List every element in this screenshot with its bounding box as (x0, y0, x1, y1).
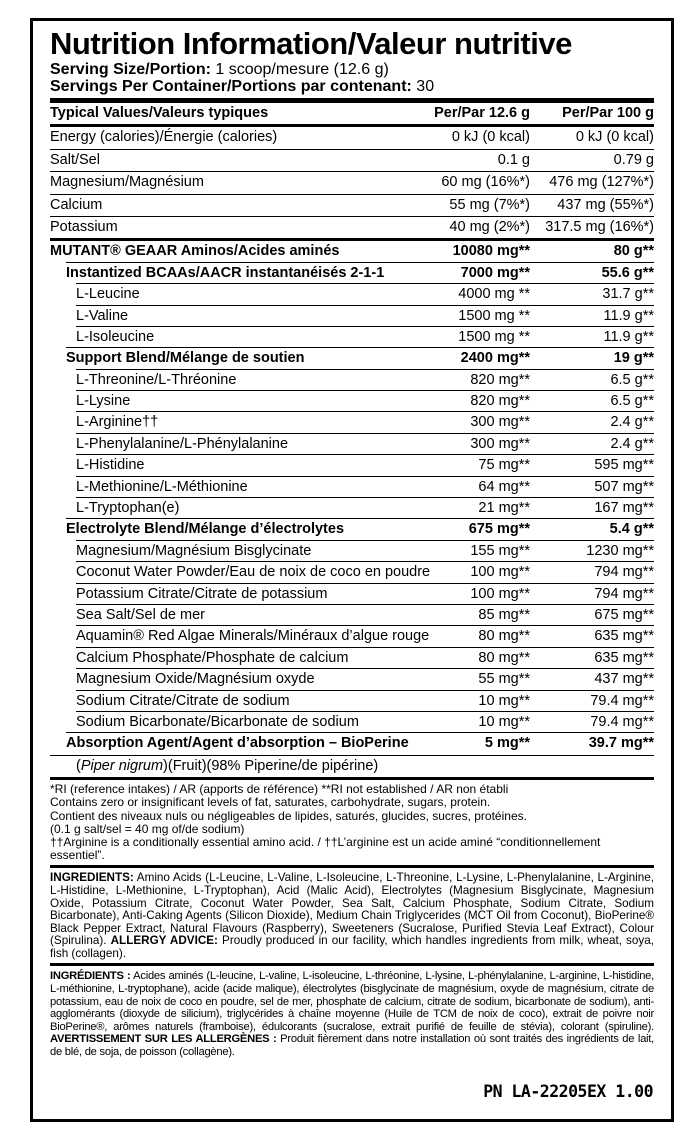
nutrient-name: Potassium Citrate/Citrate de potassium (76, 585, 328, 602)
nutrient-name: Energy (calories)/Énergie (calories) (50, 129, 278, 146)
value-per-100g: 507 mg** (594, 478, 654, 495)
value-per-serving: 10 mg** (478, 713, 530, 730)
header-per-100g: Per/Par 100 g (562, 105, 654, 121)
value-per-100g: 635 mg** (594, 649, 654, 666)
value-per-serving: 100 mg** (470, 564, 530, 581)
nutrient-name: Potassium (50, 218, 118, 235)
allergy-text-fr: Produit fièrement dans notre installation où sont traités des ingrédients de lait, de blé, de soja, de poisson (collagène). (50, 1033, 654, 1059)
nutrient-row (50, 477, 654, 498)
value-per-serving: 1500 mg ** (458, 328, 530, 345)
nutrient-name: Magnesium/Magnésium Bisglycinate (76, 542, 312, 559)
ingredients-french (50, 966, 654, 1061)
nutrient-row (50, 241, 654, 262)
row-divider (76, 454, 654, 455)
value-per-100g: 317.5 mg (16%*) (545, 218, 654, 235)
footnote-line: Contains zero or insignificant levels of fat, saturates, carbohydrate, sugars, protein. (50, 795, 491, 810)
nutrient-name: Absorption Agent/Agent d’absorption – BioPerine (66, 735, 409, 752)
nutrient-name: Magnesium Oxide/Magnésium oxyde (76, 671, 315, 688)
nutrition-label (30, 18, 674, 1122)
nutrient-name: L-Isoleucine (76, 328, 155, 345)
nutrient-name: L-Threonine/L-Thréonine (76, 371, 237, 388)
ingredients-text-fr: Acides aminés (L-leucine, L-valine, L-isoleucine, L-thréonine, L-lysine, L-phénylalanine, L-arginine, L-histidine, L-méthionine, L-tryptophane), acide (acide malique), électrolytes (bisglycinate de magnésium, oxyde de magnésium, citrate de potassium, eau de noix de coco en poudre, sel de mer, phosphate de calcium, citrate de sodium, bicarbonate de sodium), anti-agglomérants (dioxyde de silicium), triglycérides à chaîne moyenne (Huile de TCM de noix de coco), extrait de poivre noir BioPerine®, arômes naturels (framboise), édulcorants (sucralose, extrait purifié de feuille de stévia), colorant (spiruline). (50, 970, 654, 1033)
value-per-100g: 794 mg** (594, 585, 654, 602)
ingredients-english (50, 868, 654, 963)
footnote-line: (0.1 g salt/sel = 40 mg of/de sodium) (50, 821, 245, 836)
allergy-label-fr: AVERTISSEMENT SUR LES ALLERGÈNES : (50, 1033, 277, 1046)
row-divider (76, 305, 654, 306)
value-per-serving: 10080 mg** (452, 243, 530, 260)
nutrient-row (50, 124, 654, 148)
nutrient-row (50, 519, 654, 540)
value-per-serving: 55 mg (7%*) (449, 196, 530, 213)
value-per-100g: 79.4 mg** (590, 713, 654, 730)
nutrient-row (50, 194, 654, 216)
nutrient-row (50, 370, 654, 391)
value-per-100g: 11.9 g** (603, 307, 654, 324)
nutrient-row (50, 391, 654, 412)
allergy-text-en: Proudly produced in our facility, which handles ingredients from milk, wheat, soya, fish (collagen). (50, 934, 654, 960)
nutrient-name: Sea Salt/Sel de mer (76, 606, 205, 623)
nutrient-row (50, 691, 654, 712)
value-per-100g: 80 g** (613, 243, 654, 260)
nutrient-name: L-Leucine (76, 286, 140, 303)
serving-size-label: Serving Size/Portion: (50, 61, 211, 78)
nutrient-name: L-Lysine (76, 393, 131, 410)
nutrient-row (50, 626, 654, 647)
basic-nutrients (50, 124, 654, 238)
value-per-100g: 675 mg** (594, 606, 654, 623)
value-per-100g: 55.6 g** (601, 264, 654, 281)
value-per-serving: 820 mg** (470, 393, 530, 410)
value-per-serving: 300 mg** (470, 414, 530, 431)
nutrient-row (50, 455, 654, 476)
serving-size (50, 61, 654, 78)
ingredients-label-fr: INGRÉDIENTS : (50, 970, 131, 983)
value-per-serving: 675 mg** (468, 521, 530, 538)
value-per-100g: 19 g** (613, 350, 654, 367)
nutrient-name: L-Tryptophan(e) (76, 500, 180, 517)
nutrient-name: L-Arginine†† (76, 414, 159, 431)
table-header (50, 103, 654, 124)
ingredients-text-en: Amino Acids (L-Leucine, L-Valine, L-Isoleucine, L-Threonine, L-Lysine, L-Phenylalanine, L-Arginine, L-Histidine, L-Methionine, L-Tryptophan), Acid (Malic Acid), Electrolytes (Magnesium Bisglycinate, Magnesium Oxide, Potassium Citrate, Coconut Water Powder, Sea Salt, Calcium Phosphate, Sodium Citrate, Sodium Bicarbonate), Anti-Caking Agents (Silicon Dioxide), Medium Chain Triglycerides (MCT Oil from Coconut), BioPerine® Black Pepper Extract, Natural Flavours (Raspberry), Sweeteners (Sucralose, Purified Stevia Leaf Extract), Colour (Spirulina). (50, 871, 654, 948)
value-per-100g: 167 mg** (594, 500, 654, 517)
bioperine-details: )(Fruit)(98% Piperine/de pipérine) (163, 757, 379, 774)
value-per-serving: 2400 mg** (460, 350, 530, 367)
value-per-serving: 100 mg** (470, 585, 530, 602)
nutrient-name: Instantized BCAAs/AACR instantanéisés 2-1-1 (66, 264, 385, 281)
nutrient-row (50, 498, 654, 519)
value-per-100g: 437 mg** (594, 671, 654, 688)
nutrient-name: Calcium (50, 196, 103, 213)
nutrient-row (50, 712, 654, 733)
nutrient-row (50, 171, 654, 193)
nutrient-row (50, 584, 654, 605)
value-per-serving: 0 kJ (0 kcal) (451, 129, 530, 146)
nutrient-row (50, 412, 654, 433)
nutrient-name: Aquamin® Red Algae Minerals/Minéraux d’algue rouge (76, 628, 430, 645)
nutrient-name: Calcium Phosphate/Phosphate de calcium (76, 649, 349, 666)
value-per-serving: 85 mg** (478, 606, 530, 623)
nutrient-name: L-Phenylalanine/L-Phénylalanine (76, 435, 289, 452)
value-per-serving: 80 mg** (478, 649, 530, 666)
value-per-serving: 300 mg** (470, 435, 530, 452)
row-divider (76, 390, 654, 391)
bioperine-sub-row (50, 755, 654, 777)
amino-nutrients (50, 241, 654, 754)
value-per-100g: 2.4 g** (610, 435, 654, 452)
nutrient-row (50, 434, 654, 455)
nutrient-row (50, 562, 654, 583)
nutrient-row (50, 149, 654, 171)
value-per-100g: 6.5 g** (610, 371, 654, 388)
servings-per-container (50, 78, 654, 95)
value-per-serving: 40 mg (2%*) (449, 218, 530, 235)
row-divider (76, 326, 654, 327)
header-per-serving: Per/Par 12.6 g (434, 105, 530, 121)
servings-value: 30 (411, 78, 435, 95)
row-divider (76, 283, 654, 284)
value-per-serving: 1500 mg ** (458, 307, 530, 324)
value-per-serving: 4000 mg ** (458, 286, 530, 303)
nutrient-name: Coconut Water Powder/Eau de noix de coco en poudre (76, 564, 431, 581)
value-per-serving: 80 mg** (478, 628, 530, 645)
nutrient-row (50, 648, 654, 669)
footnote-line: Contient des niveaux nuls ou négligeables de lipides, saturés, glucides, sucres, protéines. (50, 808, 527, 823)
nutrient-name: L-Methionine/L-Méthionine (76, 478, 248, 495)
nutrient-name: Sodium Bicarbonate/Bicarbonate de sodium (76, 713, 359, 730)
footnote-line: *RI (reference intakes) / AR (apports de référence) **RI not established / AR non établi (50, 782, 509, 797)
nutrient-name: Support Blend/Mélange de soutien (66, 350, 305, 367)
value-per-100g: 5.4 g** (609, 521, 654, 538)
nutrient-row (50, 669, 654, 690)
value-per-100g: 0 kJ (0 kcal) (575, 129, 654, 146)
value-per-100g: 635 mg** (594, 628, 654, 645)
nutrient-row (50, 306, 654, 327)
footnotes (50, 780, 654, 862)
nutrient-name: MUTANT® GEAAR Aminos/Acides aminés (50, 243, 340, 260)
value-per-serving: 7000 mg** (460, 264, 530, 281)
header-typical-values: Typical Values/Valeurs typiques (50, 105, 269, 121)
nutrient-row (50, 605, 654, 626)
value-per-100g: 6.5 g** (610, 393, 654, 410)
nutrient-row (50, 284, 654, 305)
footnote-line: ††Arginine is a conditionally essential amino acid. / ††L’arginine est un acide aminé “conditionnellement essentiel”. (50, 834, 601, 863)
nutrient-row (50, 263, 654, 284)
nutrient-row (50, 733, 654, 754)
row-divider (76, 411, 654, 412)
value-per-100g: 11.9 g** (603, 328, 654, 345)
value-per-100g: 476 mg (127%*) (549, 174, 654, 191)
value-per-100g: 794 mg** (594, 564, 654, 581)
label-content (50, 21, 654, 1062)
value-per-100g: 31.7 g** (602, 286, 654, 303)
value-per-serving: 64 mg** (478, 478, 530, 495)
value-per-100g: 0.79 g (613, 151, 654, 168)
value-per-serving: 5 mg** (484, 735, 530, 752)
value-per-serving: 10 mg** (478, 692, 530, 709)
allergy-label-en: ALLERGY ADVICE: (110, 934, 218, 948)
ingredients-label-en: INGREDIENTS: (50, 871, 134, 885)
value-per-serving: 55 mg** (478, 671, 530, 688)
value-per-100g: 595 mg** (594, 457, 654, 474)
serving-size-value: 1 scoop/mesure (12.6 g) (210, 61, 389, 78)
label-title: Nutrition Information/Valeur nutritive (50, 26, 572, 61)
nutrient-name: L-Histidine (76, 457, 145, 474)
value-per-serving: 75 mg** (478, 457, 530, 474)
servings-label: Servings Per Container/Portions par contenant: (50, 78, 412, 95)
nutrient-row (50, 541, 654, 562)
part-number: PN LA-22205EX 1.00 (483, 1082, 653, 1101)
bioperine-species: Piper nigrum (80, 757, 164, 774)
nutrient-row (50, 348, 654, 369)
value-per-100g: 1230 mg** (586, 542, 654, 559)
nutrient-row (50, 327, 654, 348)
value-per-100g: 2.4 g** (610, 414, 654, 431)
nutrient-name: L-Valine (76, 307, 129, 324)
value-per-serving: 60 mg (16%*) (441, 174, 530, 191)
nutrient-name: Salt/Sel (50, 151, 100, 168)
value-per-serving: 155 mg** (470, 542, 530, 559)
value-per-serving: 0.1 g (497, 151, 530, 168)
value-per-serving: 21 mg** (478, 500, 530, 517)
column-header-row (50, 103, 654, 124)
nutrient-name: Magnesium/Magnésium (50, 174, 204, 191)
nutrient-name: Electrolyte Blend/Mélange d’électrolytes (66, 521, 345, 538)
nutrient-row (50, 216, 654, 238)
bioperine-source (76, 756, 378, 777)
nutrient-name: Sodium Citrate/Citrate de sodium (76, 692, 290, 709)
value-per-100g: 39.7 mg** (588, 735, 654, 752)
value-per-100g: 437 mg (55%*) (557, 196, 654, 213)
value-per-serving: 820 mg** (470, 371, 530, 388)
value-per-100g: 79.4 mg** (590, 692, 654, 709)
paren-open: ( (76, 757, 81, 774)
